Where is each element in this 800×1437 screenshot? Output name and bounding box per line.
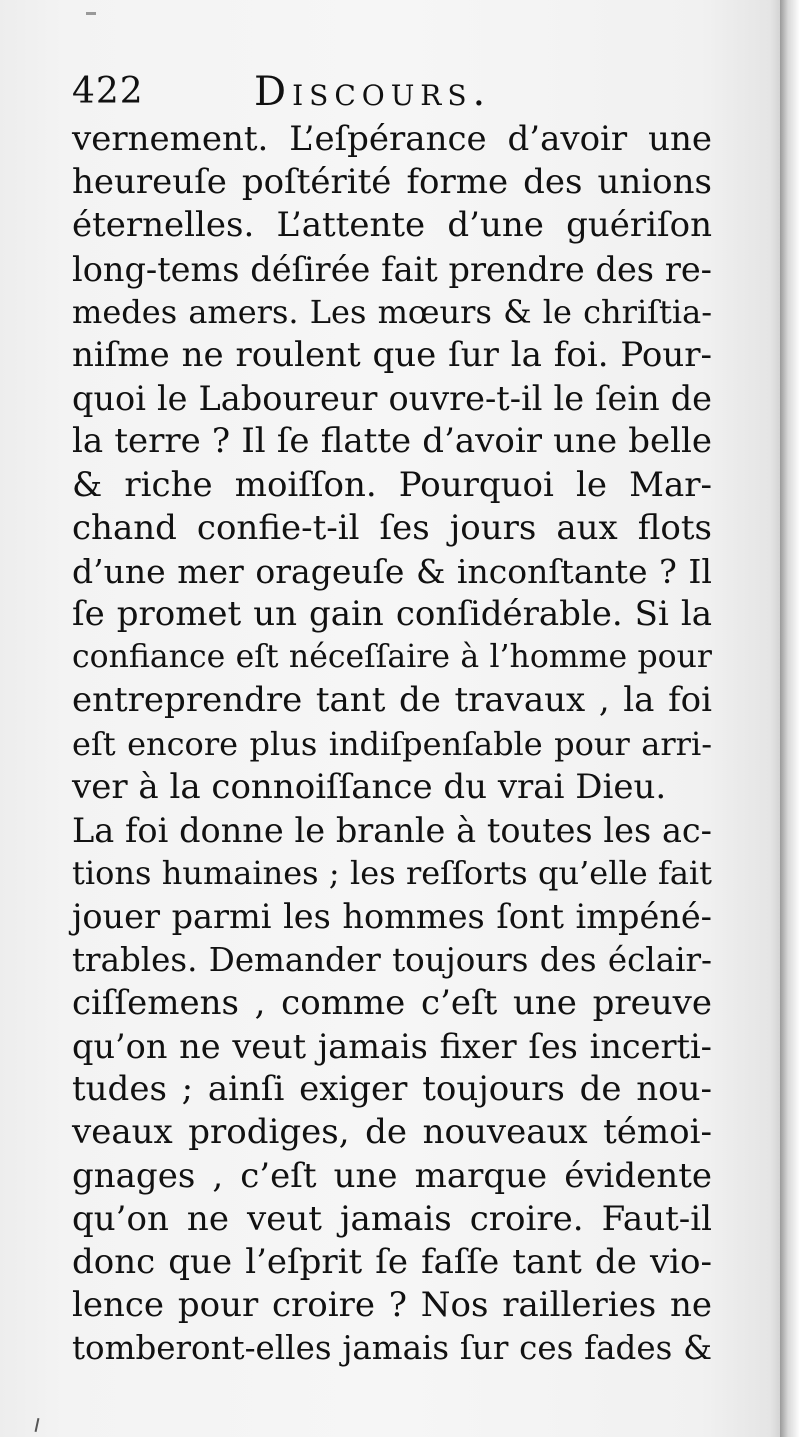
- text-line: quoi le Laboureur ouvre-t-il le ſein de: [72, 379, 712, 419]
- text-line: heureuſe poſtérité forme des unions: [72, 162, 712, 203]
- text-line: ſe promet un gain conſidérable. Si la: [72, 594, 712, 635]
- text-line: d’une mer orageuſe & inconſtante ? Il: [72, 551, 712, 591]
- text-line: qu’on ne veut jamais croire. Faut-il: [72, 1198, 712, 1239]
- text-line: qu’on ne veut jamais fixer ſes incerti-: [72, 1026, 712, 1066]
- text-line: chand confie-t-il ſes jours aux flots: [72, 507, 712, 548]
- text-line: ciſſemens , comme c’eſt une preuve: [72, 982, 712, 1023]
- text-line: vernement. L’eſpérance d’avoir une: [72, 119, 712, 159]
- text-line: trables. Demander toujours des éclair-: [72, 940, 712, 979]
- text-line: la terre ? Il ſe flatte d’avoir une belle: [72, 421, 712, 462]
- text-line: long-tems déſirée fait prendre des re-: [72, 249, 712, 289]
- page-header: [72, 68, 712, 116]
- text-line: gnages , c’eſt une marque évidente: [72, 1155, 712, 1196]
- text-line: & riche moiſſon. Pourquoi le Mar-: [72, 464, 712, 505]
- text-line: veaux prodiges, de nouveaux témoi-: [72, 1112, 712, 1153]
- text-line: La foi donne le branle à toutes les ac-: [72, 811, 712, 850]
- text-line: lence pour croire ? Nos railleries ne: [72, 1285, 712, 1326]
- text-line: confiance eſt néceſſaire à l’homme pour: [72, 639, 712, 676]
- running-head: Discours.: [254, 69, 492, 115]
- text-line: eſt encore plus indiſpenſable pour arri-: [72, 724, 712, 763]
- text-line: medes amers. Les mœurs & le chriſtia-: [72, 292, 712, 331]
- page-edge: [780, 0, 800, 1437]
- body-text: [72, 118, 712, 1370]
- text-line: niſme ne roulent que ſur la foi. Pour-: [72, 334, 712, 375]
- text-line: ver à la connoiſſance du vrai Dieu.: [72, 766, 667, 807]
- text-line: entreprendre tant de travaux , la foi: [72, 680, 712, 721]
- text-line: tudes ; ainſi exiger toujours de nou-: [72, 1069, 712, 1110]
- text-line: tomberont-elles jamais ſur ces fades &: [72, 1329, 712, 1368]
- text-line: jouer parmi les hommes ſont impéné-: [72, 897, 712, 937]
- text-line: tions humaines ; les reſſorts qu’elle fait: [72, 854, 712, 893]
- page-number: 422: [72, 71, 144, 112]
- text-line: donc que l’eſprit ſe faſſe tant de vio-: [72, 1241, 712, 1282]
- scan-speck: [86, 12, 96, 15]
- text-line: éternelles. L’attente d’une guériſon: [72, 205, 712, 246]
